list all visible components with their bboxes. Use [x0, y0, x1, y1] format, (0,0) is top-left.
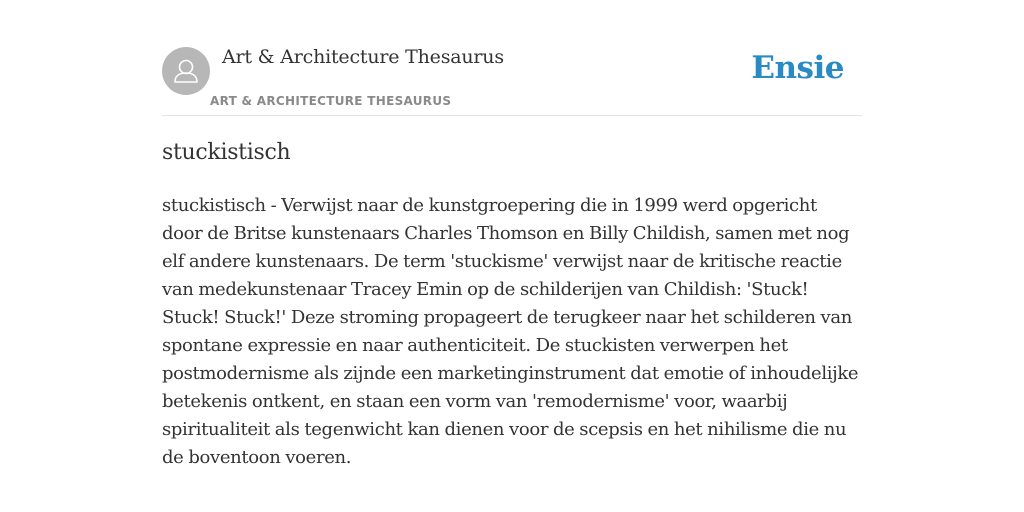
term-title: stuckistisch: [162, 140, 291, 165]
avatar[interactable]: [162, 47, 210, 95]
ensie-logo[interactable]: Ensie: [751, 50, 844, 86]
source-subtitle[interactable]: ART & ARCHITECTURE THESAURUS: [210, 94, 452, 108]
user-icon: [162, 47, 210, 95]
term-definition: stuckistisch - Verwijst naar de kunstgroepering die in 1999 werd opgericht door de Britse kunstenaars Charles Thomson en Billy Childish, samen met nog elf andere kunstenaars. De term 'stuckisme' verwijst naar de kritische reactie van medekunstenaar Tracey Emin op de schilderijen van Childish: 'Stuck! Stuck! Stuck!' Deze stroming propageert de terugkeer naar het schilderen van spontane expressie en naar authenticiteit. De stuckisten verwerpen het postmodernisme als zijnde een marketinginstrument dat emotie of inhoudelijke betekenis ontkent, en staan een vorm van 'remodernisme' voor, waarbij spiritualiteit als tegenwicht kan dienen voor de scepsis en het nihilisme die nu de boventoon voeren.: [162, 195, 859, 468]
source-title[interactable]: Art & Architecture Thesaurus: [222, 46, 504, 68]
source-header: [162, 44, 862, 116]
